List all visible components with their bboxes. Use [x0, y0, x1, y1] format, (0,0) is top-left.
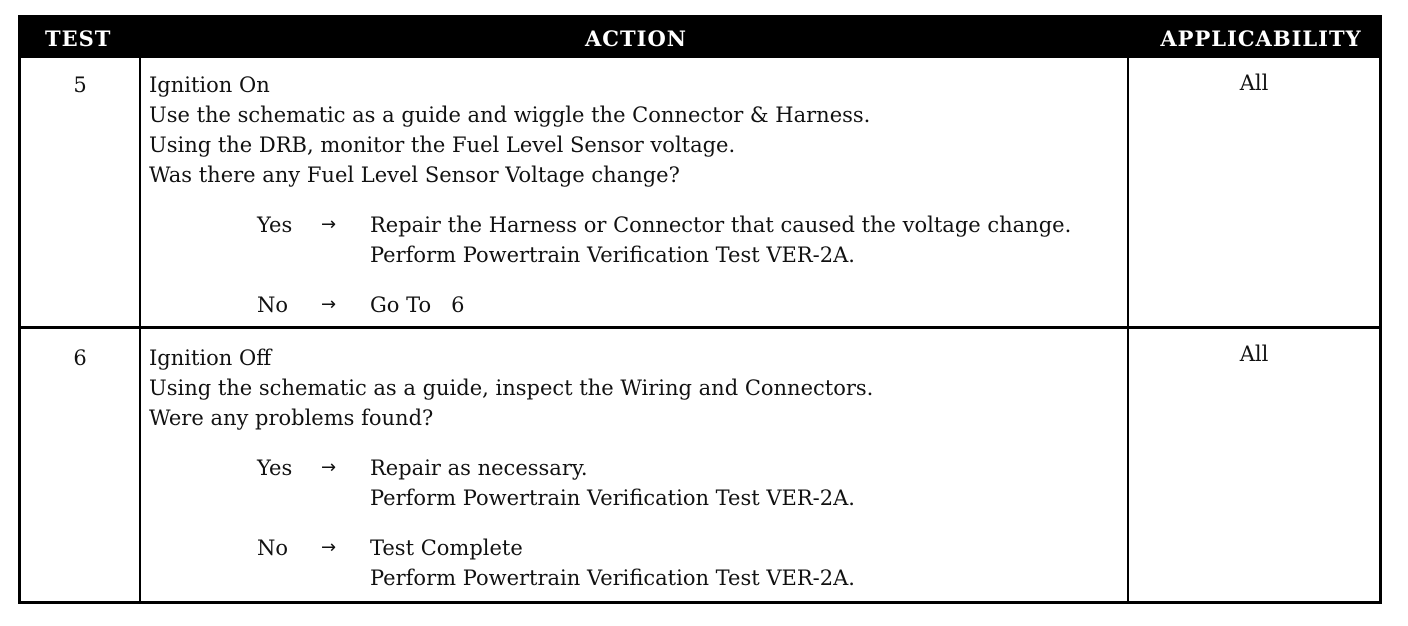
row-test-number: 5: [73, 73, 87, 97]
column-divider: [139, 58, 141, 601]
no-result-line: Go To 6: [370, 293, 465, 317]
test-table: [18, 15, 1382, 604]
arrow-icon: →: [321, 457, 337, 478]
arrow-icon: →: [321, 294, 337, 315]
applicability-value: All: [1239, 71, 1269, 95]
yes-result-line: Perform Powertrain Verification Test VER-2A.: [370, 486, 855, 510]
applicability-value: All: [1239, 342, 1269, 366]
action-line: Was there any Fuel Level Sensor Voltage change?: [149, 163, 680, 187]
yes-label: Yes: [257, 456, 293, 480]
yes-label: Yes: [257, 213, 293, 237]
yes-result-line: Repair the Harness or Connector that caused the voltage change.: [370, 213, 1072, 237]
action-line: Using the schematic as a guide, inspect the Wiring and Connectors.: [149, 376, 874, 400]
arrow-icon: →: [321, 214, 337, 235]
no-label: No: [257, 293, 289, 317]
action-line: Ignition Off: [149, 346, 272, 370]
header-action: ACTION: [585, 26, 687, 51]
header-test: TEST: [45, 26, 112, 51]
header-applicability: APPLICABILITY: [1160, 26, 1362, 51]
row-test-number: 6: [73, 346, 87, 370]
column-divider: [1127, 58, 1129, 601]
no-result-line: Perform Powertrain Verification Test VER-2A.: [370, 566, 855, 590]
yes-result-line: Repair as necessary.: [370, 456, 588, 480]
action-line: Ignition On: [149, 73, 270, 97]
action-line: Using the DRB, monitor the Fuel Level Sensor voltage.: [149, 133, 736, 157]
table-header: [21, 18, 1379, 58]
action-line: Were any problems found?: [149, 406, 434, 430]
arrow-icon: →: [321, 537, 337, 558]
action-line: Use the schematic as a guide and wiggle the Connector & Harness.: [149, 103, 871, 127]
no-label: No: [257, 536, 289, 560]
yes-result-line: Perform Powertrain Verification Test VER-2A.: [370, 243, 855, 267]
no-result-line: Test Complete: [370, 536, 523, 560]
row-divider: [21, 326, 1379, 329]
